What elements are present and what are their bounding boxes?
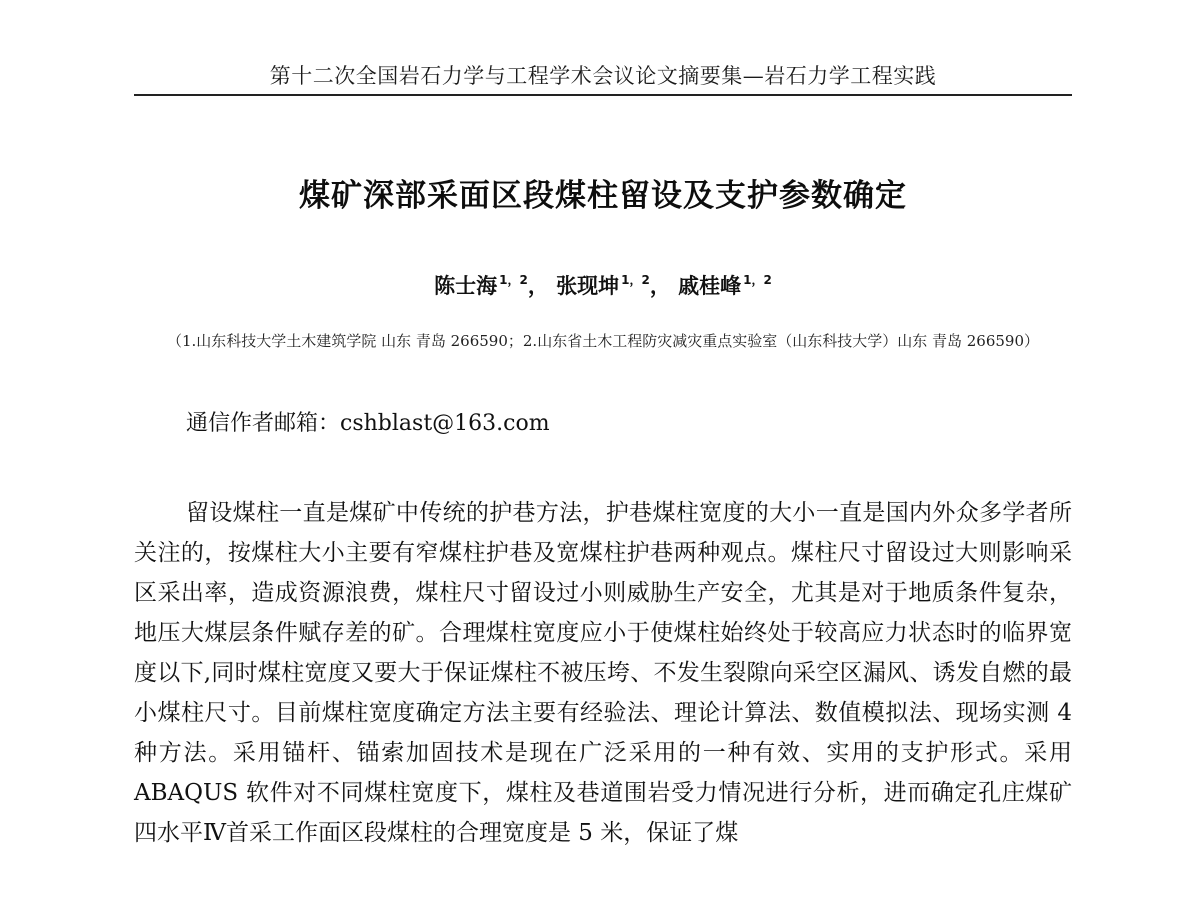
affiliation: （1.山东科技大学土木建筑学院 山东 青岛 266590；2.山东省土木工程防灾减灾重点实验室（山东科技大学）山东 青岛 266590）	[167, 332, 1039, 350]
abstract-paragraph: 留设煤柱一直是煤矿中传统的护巷方法，护巷煤柱宽度的大小一直是国内外众多学者所关注的，按煤柱大小主要有窄煤柱护巷及宽煤柱护巷两种观点。煤柱尺寸留设过大则影响采区采出率，造成资源浪费，煤柱尺寸留设过小则威胁生产安全，尤其是对于地质条件复杂，地压大煤层条件赋存差的矿。合理煤柱宽度应小于使煤柱始终处于较高应力状态时的临界宽度以下,同时煤柱宽度又要大于保证煤柱不被压垮、不发生裂隙向采空区漏风、诱发自燃的最小煤柱尺寸。目前煤柱宽度确定方法主要有经验法、理论计算法、数值模拟法、现场实测 4 种方法。采用锚杆、锚索加固技术是现在广泛采用的一种有效、实用的支护形式。采用 ABAQUS 软件对不同煤柱宽度下，煤柱及巷道围岩受力情况进行分析，进而确定孔庄煤矿四水平Ⅳ首采工作面区段煤柱的合理宽度是 5 米，保证了煤	[134, 500, 1072, 846]
author-separator: ，	[527, 274, 549, 298]
email-label: 通信作者邮箱：	[186, 411, 341, 436]
author-name: 陈士海	[434, 274, 498, 298]
running-header: 第十二次全国岩石力学与工程学术会议论文摘要集—岩石力学工程实践	[269, 64, 937, 88]
author-affiliation-marker: 1，2	[499, 273, 528, 287]
author-name: 张现坤	[556, 274, 620, 298]
email-address: cshblast@163.com	[340, 411, 550, 436]
author-affiliation-marker: 1，2	[743, 273, 772, 287]
header-rule	[134, 94, 1072, 96]
corresponding-email	[186, 406, 550, 437]
author-affiliation-marker: 1，2	[621, 273, 650, 287]
author-separator: ，	[649, 274, 671, 298]
author-name: 戚桂峰	[678, 274, 742, 298]
author-list	[134, 270, 1072, 300]
paper-title: 煤矿深部采面区段煤柱留设及支护参数确定	[299, 178, 907, 214]
